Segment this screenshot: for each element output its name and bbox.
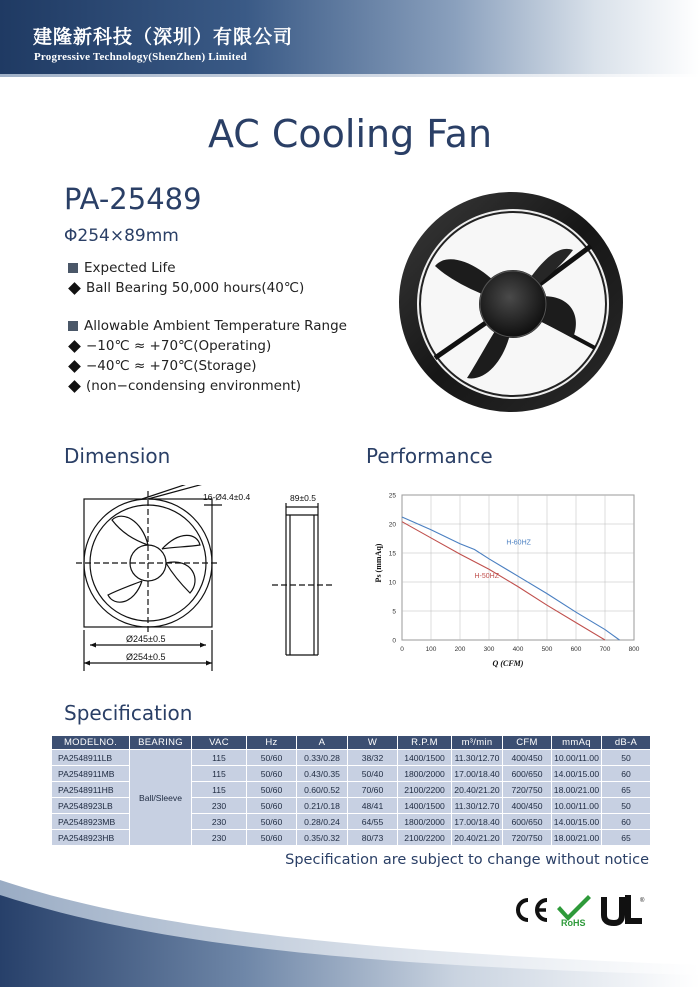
table-cell: 50/60 [247, 766, 297, 782]
table-cell: 18.00/21.00 [552, 830, 602, 846]
table-cell: 230 [192, 798, 247, 814]
table-cell: PA2548911LB [52, 750, 130, 766]
x-tick-label: 400 [512, 646, 524, 653]
feature-label: −10℃ ≈ +70℃(Operating) [86, 338, 272, 354]
ul-mark-icon [600, 893, 646, 927]
table-cell: 60 [602, 814, 651, 830]
table-cell: 115 [192, 750, 247, 766]
header-divider [0, 74, 700, 77]
dim-hole-label: 16-Ø4.4±0.4 [203, 492, 251, 502]
table-cell: 50/60 [247, 798, 297, 814]
column-header: MODELNO. [52, 736, 130, 750]
table-cell: 0.60/0.52 [297, 782, 348, 798]
company-name-cn: 建隆新科技（深圳）有限公司 [33, 26, 294, 48]
feature-temp-storage [68, 356, 347, 376]
square-bullet-icon [68, 321, 78, 331]
column-header: BEARING [130, 736, 192, 750]
column-header: CFM [503, 736, 552, 750]
table-cell: 400/450 [503, 750, 552, 766]
y-tick-label: 10 [388, 579, 396, 587]
y-tick-label: 20 [388, 521, 396, 529]
x-tick-label: 100 [425, 646, 437, 653]
table-cell: 60 [602, 766, 651, 782]
table-cell: 38/32 [348, 750, 398, 766]
table-cell: 720/750 [503, 782, 552, 798]
table-cell: PA2548911MB [52, 766, 130, 782]
table-cell: 50/60 [247, 830, 297, 846]
table-cell: 10.00/11.00 [552, 750, 602, 766]
feature-temp-heading [68, 316, 347, 336]
table-cell: 2100/2200 [398, 782, 452, 798]
section-title-dimension: Dimension [64, 444, 171, 468]
x-tick-label: 200 [454, 646, 466, 653]
ce-mark-icon [511, 893, 551, 927]
table-cell: 50 [602, 750, 651, 766]
dim-outer-label: Ø254±0.5 [126, 652, 166, 662]
fan-size: Φ254×89mm [64, 226, 179, 246]
table-cell: 48/41 [348, 798, 398, 814]
column-header: dB-A [602, 736, 651, 750]
table-cell: 11.30/12.70 [452, 750, 503, 766]
table-cell: 1400/1500 [398, 798, 452, 814]
table-cell: 1800/2000 [398, 766, 452, 782]
table-cell: 400/450 [503, 798, 552, 814]
dimension-drawing [72, 485, 352, 675]
table-cell: 14.00/15.00 [552, 766, 602, 782]
table-cell: 230 [192, 814, 247, 830]
table-cell: 230 [192, 830, 247, 846]
model-number: PA-25489 [64, 182, 202, 216]
table-header-row [52, 736, 651, 750]
table-row [52, 750, 651, 766]
table-cell: 50/60 [247, 782, 297, 798]
column-header: W [348, 736, 398, 750]
table-cell: 720/750 [503, 830, 552, 846]
series-label-h-60hz: H-60HZ [506, 539, 531, 547]
rohs-mark-icon [557, 893, 593, 927]
table-cell: 50/40 [348, 766, 398, 782]
section-title-specification: Specification [64, 701, 193, 725]
feature-label: Ball Bearing 50,000 hours(40℃) [86, 280, 305, 296]
table-cell: 0.21/0.18 [297, 798, 348, 814]
y-tick-label: 25 [388, 492, 396, 500]
column-header: VAC [192, 736, 247, 750]
table-cell: PA2548923LB [52, 798, 130, 814]
table-cell: 2100/2200 [398, 830, 452, 846]
svg-text:®: ® [640, 898, 645, 904]
feature-life-heading [68, 258, 347, 278]
table-cell: 65 [602, 782, 651, 798]
diamond-bullet-icon [68, 380, 81, 393]
y-tick-label: 5 [392, 608, 396, 616]
column-header: Hz [247, 736, 297, 750]
table-cell: 50/60 [247, 750, 297, 766]
table-cell: 14.00/15.00 [552, 814, 602, 830]
feature-label: Allowable Ambient Temperature Range [84, 318, 347, 334]
table-cell: PA2548911HB [52, 782, 130, 798]
table-cell: 11.30/12.70 [452, 798, 503, 814]
table-cell: 600/650 [503, 814, 552, 830]
column-header: A [297, 736, 348, 750]
table-cell: 10.00/11.00 [552, 798, 602, 814]
table-cell: PA2548923HB [52, 830, 130, 846]
table-cell: 64/55 [348, 814, 398, 830]
feature-label: Expected Life [84, 260, 176, 276]
spec-disclaimer: Specification are subject to change without notice [285, 852, 649, 868]
x-tick-label: 800 [628, 646, 640, 653]
feature-temp-operating [68, 336, 347, 356]
square-bullet-icon [68, 263, 78, 273]
table-cell: 115 [192, 766, 247, 782]
header-band [0, 0, 700, 74]
page-title: AC Cooling Fan [207, 112, 493, 156]
y-axis-label: Ps (mmAq) [374, 543, 383, 583]
diamond-bullet-icon [68, 282, 81, 295]
x-tick-label: 700 [599, 646, 611, 653]
x-axis-label: Q (CFM) [492, 659, 524, 668]
diamond-bullet-icon [68, 360, 81, 373]
footer-wave-decoration [0, 880, 700, 987]
feature-life-value [68, 278, 347, 298]
feature-temp-note [68, 376, 347, 396]
series-label-h-50hz: H-50HZ [474, 572, 500, 580]
dim-depth-label: 89±0.5 [290, 493, 316, 503]
table-cell: 115 [192, 782, 247, 798]
performance-chart [372, 488, 647, 670]
table-cell: 600/650 [503, 766, 552, 782]
table-cell: 80/73 [348, 830, 398, 846]
table-cell: 18.00/21.00 [552, 782, 602, 798]
company-name-en: Progressive Technology(ShenZhen) Limited [34, 51, 247, 63]
table-cell: 50 [602, 798, 651, 814]
table-cell: 0.43/0.35 [297, 766, 348, 782]
table-cell: 70/60 [348, 782, 398, 798]
table-cell: 20.40/21.20 [452, 830, 503, 846]
diamond-bullet-icon [68, 340, 81, 353]
table-cell: 17.00/18.40 [452, 766, 503, 782]
column-header: mmAq [552, 736, 602, 750]
feature-list [68, 258, 347, 396]
table-cell: 0.35/0.32 [297, 830, 348, 846]
y-tick-label: 0 [392, 637, 396, 645]
x-tick-label: 300 [483, 646, 495, 653]
x-tick-label: 0 [400, 646, 404, 653]
table-cell: 1400/1500 [398, 750, 452, 766]
table-cell: 17.00/18.40 [452, 814, 503, 830]
column-header: R.P.M [398, 736, 452, 750]
table-cell: PA2548923MB [52, 814, 130, 830]
column-header: m³/min [452, 736, 503, 750]
table-cell: 65 [602, 830, 651, 846]
table-cell: 0.28/0.24 [297, 814, 348, 830]
feature-label: (non−condensing environment) [86, 378, 302, 394]
table-cell: 0.33/0.28 [297, 750, 348, 766]
y-tick-label: 15 [388, 550, 396, 558]
section-title-performance: Performance [366, 444, 493, 468]
bearing-cell: Ball/Sleeve [130, 750, 192, 846]
feature-label: −40℃ ≈ +70℃(Storage) [86, 358, 257, 374]
table-cell: 50/60 [247, 814, 297, 830]
table-cell: 1800/2000 [398, 814, 452, 830]
rohs-label: RoHS [561, 918, 586, 927]
fan-product-image [395, 188, 627, 416]
specification-table [51, 735, 651, 846]
dim-inner-label: Ø245±0.5 [126, 634, 166, 644]
x-tick-label: 500 [541, 646, 553, 653]
table-cell: 20.40/21.20 [452, 782, 503, 798]
x-tick-label: 600 [570, 646, 582, 653]
